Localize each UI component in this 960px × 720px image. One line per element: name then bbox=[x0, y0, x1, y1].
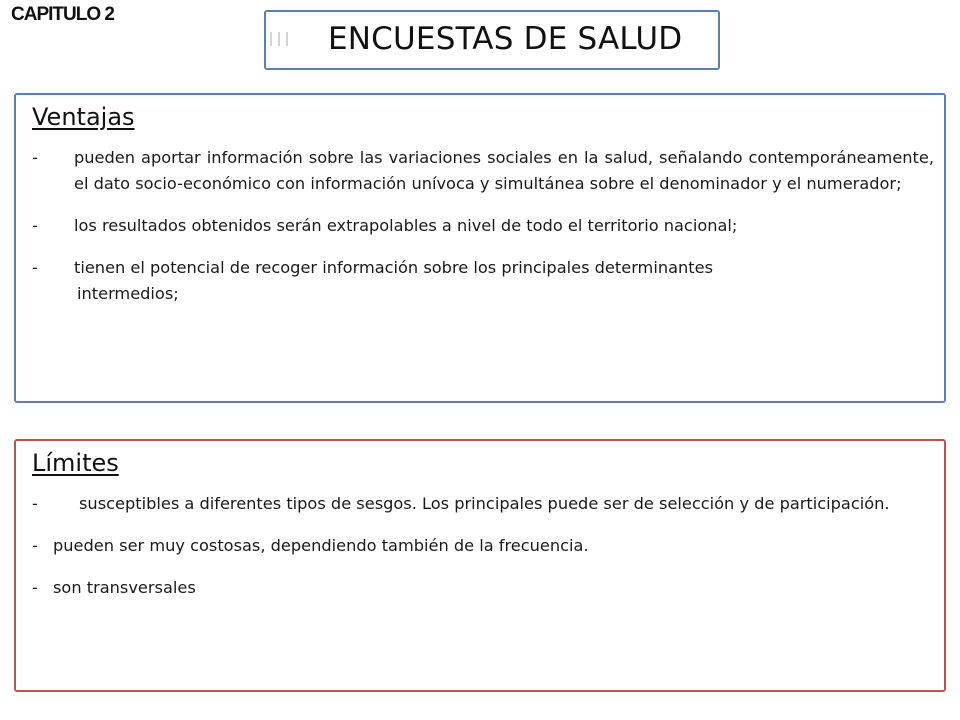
limits-panel bbox=[14, 439, 946, 692]
decorative-bars-icon bbox=[270, 32, 300, 46]
limit-item bbox=[32, 491, 934, 517]
limit-item bbox=[32, 575, 934, 601]
bullet-dash: - bbox=[32, 216, 38, 235]
title-box bbox=[264, 10, 720, 70]
bullet-dash: - bbox=[32, 578, 38, 597]
advantage-text: tienen el potencial de recoger información sobre los principales determinantes bbox=[74, 258, 714, 277]
page-title: ENCUESTAS DE SALUD bbox=[328, 21, 683, 57]
limit-text: son transversales bbox=[53, 578, 196, 597]
advantage-item bbox=[32, 255, 934, 307]
advantage-item bbox=[32, 213, 934, 239]
bullet-dash: - bbox=[32, 536, 38, 555]
bullet-dash: - bbox=[32, 258, 38, 277]
bullet-dash: - bbox=[32, 148, 38, 167]
advantage-text-continuation: intermedios; bbox=[77, 284, 179, 303]
limits-heading: Límites bbox=[32, 449, 119, 477]
advantages-panel bbox=[14, 93, 946, 403]
bullet-dash: - bbox=[32, 494, 38, 513]
chapter-label: CAPITULO 2 bbox=[11, 4, 114, 25]
limit-item bbox=[32, 533, 934, 559]
advantage-text: los resultados obtenidos serán extrapolables a nivel de todo el territorio nacional; bbox=[74, 216, 738, 235]
advantage-item bbox=[32, 145, 934, 197]
advantages-heading: Ventajas bbox=[32, 103, 135, 131]
advantage-text: pueden aportar información sobre las variaciones sociales en la salud, señalando contemporáneamente, el dato socio-económico con información unívoca y simultánea sobre el denominador y el numerador; bbox=[74, 148, 934, 193]
limit-text: susceptibles a diferentes tipos de sesgos. Los principales puede ser de selección y de participación. bbox=[79, 494, 890, 513]
limit-text: pueden ser muy costosas, dependiendo también de la frecuencia. bbox=[53, 536, 589, 555]
